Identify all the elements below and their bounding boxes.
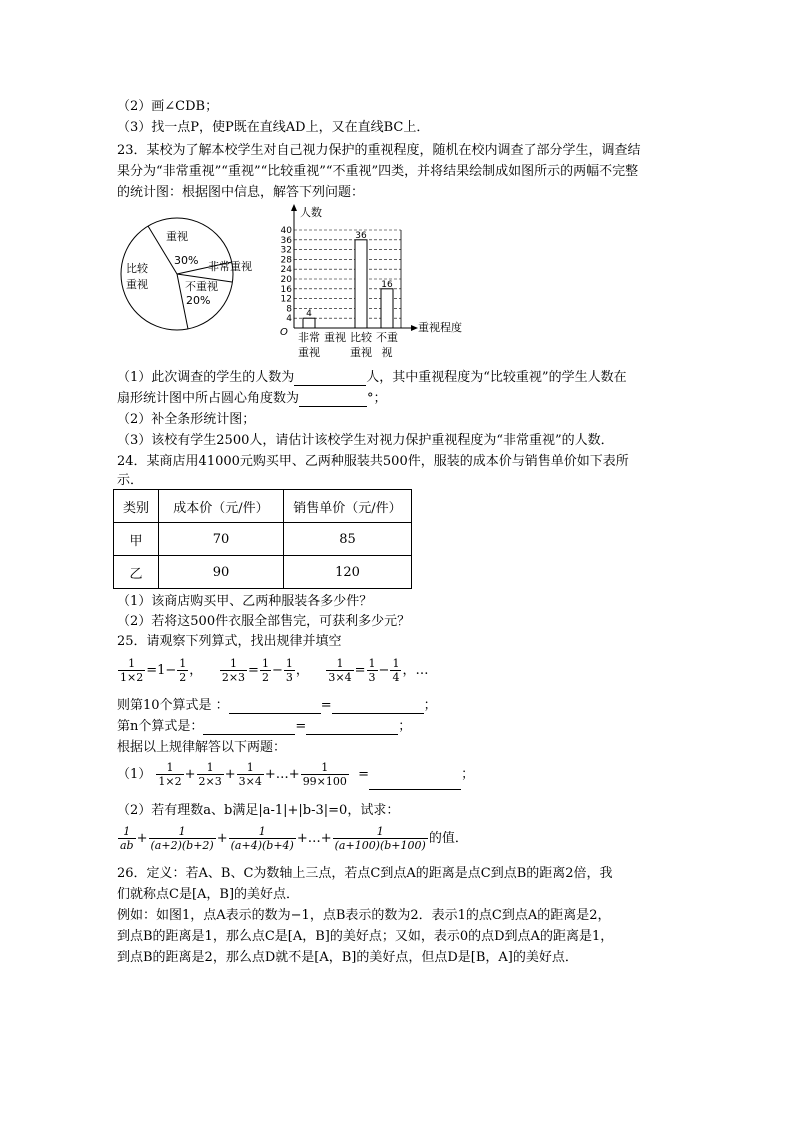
q23-part2: （2）补全条形统计图；: [117, 412, 256, 427]
y-tick-label: 20: [280, 275, 292, 285]
q23-part3: （3）该校有学生2500人，请估计该校学生对视力保护重视程度为“非常重视”的人数．: [117, 433, 614, 448]
fraction: $\frac{1}{99\times 100}$: [302, 761, 347, 788]
y-axis-label: 人数: [300, 206, 322, 219]
pie-label-bjzs-2: 重视: [126, 278, 148, 291]
x-tick-label: 不重: [376, 331, 398, 344]
fraction: $\frac{1}{(a+100)(b+100)}$: [334, 825, 426, 852]
x-tick-label-line2: 重视: [298, 346, 320, 359]
answer-blank-sum[interactable]: [369, 776, 461, 790]
x-axis-label: 重视程度: [418, 321, 462, 334]
origin-label: O: [280, 327, 288, 338]
q25-part1-label: （1）: [117, 767, 152, 782]
bar-value-label: 36: [355, 230, 367, 241]
q25-tenth: 则第10个算式是 ： = ；: [117, 698, 437, 713]
pie-label-bzs: 不重视: [185, 280, 218, 293]
fraction: $\frac{1}{4}$: [392, 657, 400, 684]
y-tick-label: 28: [280, 255, 292, 266]
table-header-cell: 类别: [114, 490, 159, 523]
q26-example-2: 到点B的距离是1，那么点C是[A，B]的美好点；又如，表示0的点D到点A的距离是1，: [117, 929, 614, 944]
q25-part2: （2）若有理数a、b满足|a-1|+|b-3|=0，试求：: [117, 803, 400, 818]
table-header-cell: 成本价（元/件）: [159, 490, 284, 523]
pie-label-bjzs-1: 比较: [126, 262, 148, 275]
q22-part2: （2）画∠CDB；: [117, 99, 219, 114]
y-tick-label: 36: [280, 235, 292, 246]
fraction: $\frac{1}{3}$: [285, 657, 293, 684]
q25-part2-expr: $\frac{1}{ab}$ + $\frac{1}{(a+2)(b+2)}$ + $\frac{1}{(a+4)(b+4)}$ +…+ $\frac{1}{(a+100)(b+100)}$ 的值．: [120, 825, 468, 852]
answer-blank-nb[interactable]: [306, 721, 398, 735]
fraction: $\frac{1}{3\times 4}$: [328, 657, 352, 684]
bar-value-label: 16: [381, 279, 393, 290]
q26-stem-2: 们就称点C是[A，B]的美好点．: [117, 887, 300, 902]
pie-label-fczs: 非常重视: [208, 260, 252, 273]
y-tick-label: 8: [286, 304, 292, 315]
fraction: $\frac{1}{1\times 2}$: [120, 657, 144, 684]
answer-blank-count[interactable]: [294, 372, 366, 386]
fraction: $\frac{1}{3}$: [368, 657, 376, 684]
bar-value-label: 4: [306, 309, 312, 320]
fraction: $\frac{1}{2}$: [261, 657, 269, 684]
fraction: $\frac{1}{1\times 2}$: [158, 761, 182, 788]
x-tick-label: 重视: [324, 331, 346, 344]
fraction: $\frac{1}{(a+2)(b+2)}$: [150, 825, 214, 852]
table-cell: 70: [159, 523, 284, 556]
q25-part1: （1） $\frac{1}{1\times 2}$ + $\frac{1}{2\times 3}$ + $\frac{1}{3\times 4}$ +…+ $\frac{1}{99\times 100}$ = ；: [117, 761, 475, 788]
fraction: $\frac{1}{ab}$: [120, 825, 134, 852]
q23-stem-2: 果分为“非常重视”“重视”“比较重视”“不重视”四类，并将结果绘制成如图所示的两幅不完整: [117, 164, 639, 179]
y-tick-label: 4: [286, 314, 292, 325]
y-tick-label: 12: [280, 294, 292, 305]
bar: [381, 289, 393, 328]
pie-label-zs: 重视: [166, 230, 188, 243]
table-cell: 乙: [114, 556, 159, 589]
y-tick-label: 24: [280, 265, 292, 276]
q23-stem-1: 23．某校为了解本校学生对自己视力保护的重视程度，随机在校内调查了部分学生，调查结: [117, 143, 641, 158]
answer-blank-10a[interactable]: [229, 700, 321, 714]
q23-part1-text-b: 人，其中重视程度为“比较重视”的学生人数在: [366, 370, 627, 385]
q25-examples: $\frac{1}{1\times 2}$ =1− $\frac{1}{2}$ ， $\frac{1}{2\times 3}$ = $\frac{1}{2}$ − $\frac{1}{3}$ ， $\frac{1}{3\times 4}$ = $\frac{1}{3}$ − $\frac{1}{4}$ ，…: [120, 657, 429, 684]
y-tick-label: 40: [280, 226, 292, 236]
answer-blank-angle[interactable]: [299, 393, 367, 407]
fraction: $\frac{1}{2\times 3}$: [198, 761, 222, 788]
q23-part1-text-c: 扇形统计图中所占圆心角度数为: [117, 391, 300, 406]
x-tick-label: 比较: [350, 331, 372, 344]
table-cell: 甲: [114, 523, 159, 556]
cost-price-table: [113, 489, 412, 589]
table-cell: 90: [159, 556, 284, 589]
q25-stem: 25．请观察下列算式，找出规律并填空: [117, 634, 342, 649]
fraction: $\frac{1}{3\times 4}$: [238, 761, 262, 788]
y-tick-label: 16: [280, 284, 292, 295]
q24-stem-1: 24．某商店用41000元购买甲、乙两种服装共500件，服装的成本价与销售单价如下表所: [117, 454, 629, 469]
q23-part1-text-a: （1）此次调查的学生的人数为: [117, 370, 295, 385]
pie-label-zs-pct: 30%: [174, 254, 199, 267]
q23-stem-3: 的统计图：根据图中信息，解答下列问题：: [117, 185, 365, 200]
q22-part3: （3）找一点P，使P既在直线AD上，又在直线BC上．: [117, 120, 430, 135]
bar-chart: [268, 202, 483, 362]
fraction: $\frac{1}{2\times 3}$: [221, 657, 246, 684]
answer-blank-na[interactable]: [203, 721, 295, 735]
pie-chart: [118, 212, 268, 337]
table-row: [114, 523, 412, 556]
q23-part1-line1: [117, 369, 627, 386]
x-tick-label-line2: 重视: [350, 346, 372, 359]
q25-rule: 根据以上规律解答以下两题：: [117, 740, 287, 755]
q23-part1-line2: [117, 390, 387, 407]
x-tick-label-line2: 视: [381, 346, 393, 359]
table-header-cell: 销售单价（元/件）: [284, 490, 412, 523]
table-cell: 85: [284, 523, 412, 556]
q25-tenth-label: 则第10个算式是 ：: [117, 698, 229, 713]
table-row: [114, 556, 412, 589]
q25-nth: 第n个算式是： = ；: [117, 719, 412, 734]
fraction: $\frac{1}{2}$: [179, 657, 187, 684]
q24-part2: （2）若将这500件衣服全部售完，可获利多少元？: [117, 614, 411, 629]
fraction: $\frac{1}{(a+4)(b+4)}$: [230, 825, 294, 852]
q23-part1-text-d: °；: [367, 391, 387, 406]
q25-nth-label: 第n个算式是：: [117, 719, 204, 734]
table-header-row: [114, 490, 412, 523]
answer-blank-10b[interactable]: [332, 700, 424, 714]
q26-example-1: 例如：如图1，点A表示的数为−1，点B表示的数为2．表示1的点C到点A的距离是2，: [117, 908, 611, 923]
q24-part1: （1）该商店购买甲、乙两种服装各多少件？: [117, 594, 373, 609]
y-tick-label: 32: [280, 245, 292, 256]
table-cell: 120: [284, 556, 412, 589]
pie-label-bzs-pct: 20%: [186, 294, 211, 307]
q24-stem-2: 示．: [117, 473, 144, 488]
q26-example-3: 到点B的距离是2，那么点D就不是[A，B]的美好点，但点D是[B，A]的美好点．: [117, 950, 578, 965]
bar: [355, 240, 367, 328]
q26-stem-1: 26．定义：若A、B、C为数轴上三点，若点C到点A的距离是点C到点B的距离2倍，我: [117, 866, 613, 881]
x-tick-label: 非常: [298, 331, 320, 344]
q25-part2-tail: 的值．: [428, 831, 468, 846]
bar: [303, 318, 315, 328]
